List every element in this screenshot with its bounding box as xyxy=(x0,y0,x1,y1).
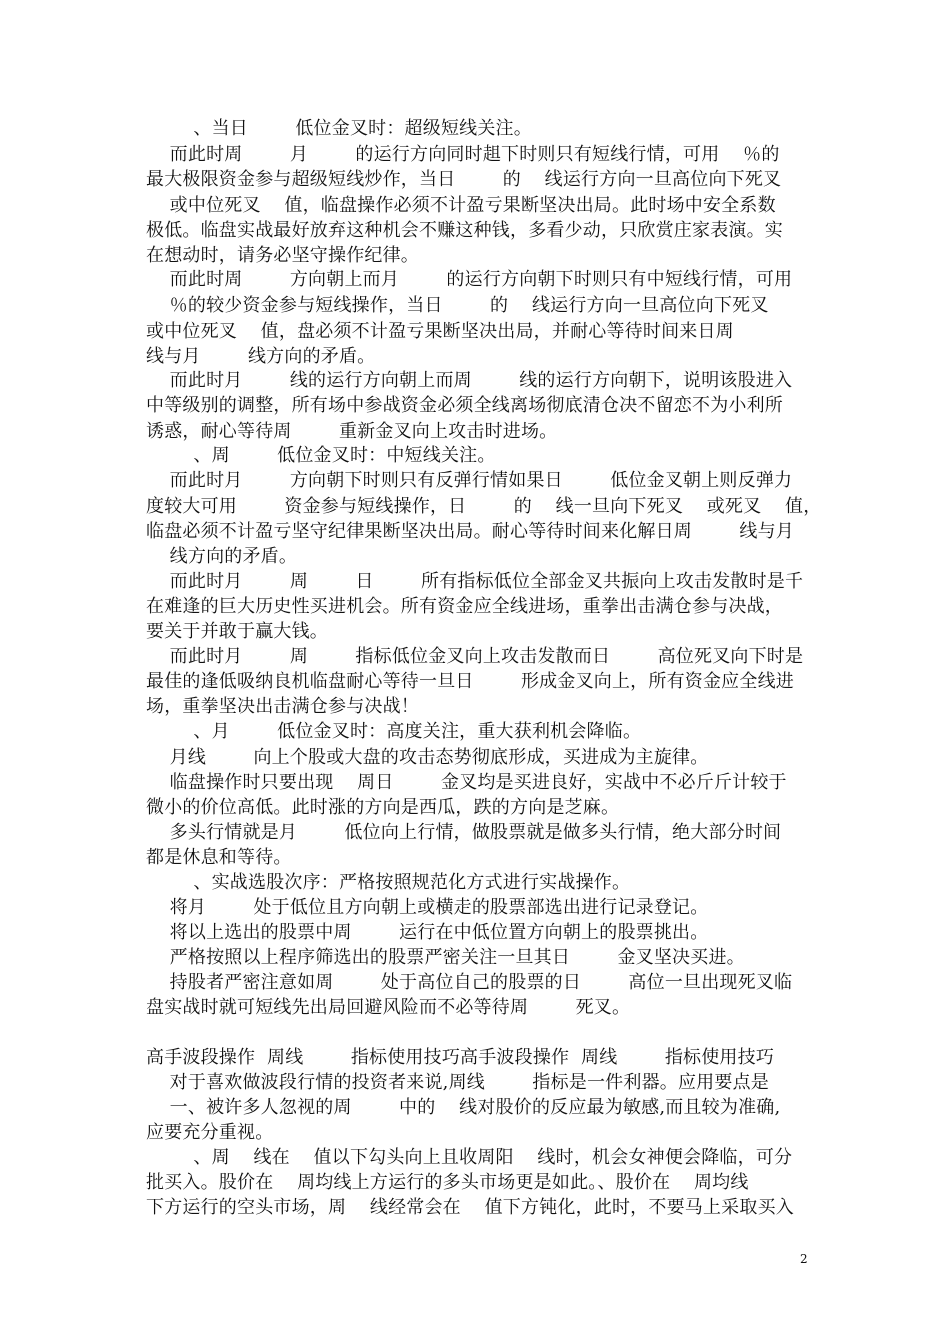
text-line: 诱惑，耐心等待周 重新金叉向上攻击时进场。 xyxy=(146,421,558,442)
text-line: ％的较少资金参与短线操作，当日 的 线运行方向一旦高位向下死叉 xyxy=(146,295,769,316)
text-line: 而此时月 周 日 所有指标低位全部金叉共振向上攻击发散时是千 xyxy=(146,571,804,592)
text-line: 、实战选股次序：严格按照规范化方式进行实战操作。 xyxy=(146,872,631,893)
text-line: 微小的价位高低。此时涨的方向是西瓜，跌的方向是芝麻。 xyxy=(146,797,620,818)
text-line: 或中位死叉 值，临盘操作必须不计盈亏果断坚决出局。此时场中安全系数 xyxy=(146,195,776,216)
text-line: 极低。临盘实战最好放弃这种机会不赚这种钱，多看少动，只欣赏庄家表演。实 xyxy=(146,220,783,241)
text-line: 而此时周 方向朝上而月 的运行方向朝下时则只有中短线行情，可用 xyxy=(146,269,793,290)
text-line: 要关于并敢于赢大钱。 xyxy=(146,621,328,642)
text-line: 而此时月 线的运行方向朝上而周 线的运行方向朝下，说明该股进入 xyxy=(146,370,793,391)
text-line: 将以上选出的股票中周 运行在中低位置方向朝上的股票挑出。 xyxy=(146,922,709,943)
text-line: 盘实战时就可短线先出局回避风险而不必等待周 死叉。 xyxy=(146,997,631,1018)
text-line: 持股者严密注意如周 处于高位自己的股票的日 高位一旦出现死叉临 xyxy=(146,972,793,993)
text-line: 临盘必须不计盈亏坚守纪律果断坚决出局。耐心等待时间来化解日周 线与月 xyxy=(146,521,794,542)
text-line: 线与月 线方向的矛盾。 xyxy=(146,346,376,367)
page-number: 2 xyxy=(800,1252,808,1266)
text-line: 多头行情就是月 低位向上行情，做股票就是做多头行情，绝大部分时间 xyxy=(146,822,782,843)
text-line: 严格按照以上程序筛选出的股票严密关注一旦其日 金叉坚决买进。 xyxy=(146,947,745,968)
text-line: 临盘操作时只要出现 周日 金叉均是买进良好，实战中不必斤斤计较于 xyxy=(146,772,787,793)
text-line: 批买入。股价在 周均线上方运行的多头市场更是如此。、股价在 周均线 xyxy=(146,1172,749,1193)
text-line: 都是休息和等待。 xyxy=(146,847,292,868)
text-line: 在想动时，请务必坚守操作纪律。 xyxy=(146,245,419,266)
text-line: 对于喜欢做波段行情的投资者来说,周线 指标是一件利器。应用要点是 xyxy=(146,1072,769,1093)
text-line: 一、被许多人忽视的周 中的 线对股价的反应最为敏感,而且较为准确, xyxy=(146,1097,781,1118)
text-line: 应要充分重视。 xyxy=(146,1122,274,1143)
text-line: 度较大可用 资金参与短线操作，日 的 线一旦向下死叉 或死叉 值， xyxy=(146,496,822,517)
text-line: 或中位死叉 值，盘必须不计盈亏果断坚决出局，并耐心等待时间来日周 xyxy=(146,321,734,342)
text-line: 场，重拳坚决出击满仓参与决战！ xyxy=(146,696,419,717)
text-line: 、周 低位金叉时：中短线关注。 xyxy=(146,445,496,466)
text-line: 、月 低位金叉时：高度关注，重大获利机会降临。 xyxy=(146,721,642,742)
text-line: 线方向的矛盾。 xyxy=(146,546,298,567)
text-line: 最大极限资金参与超级短线炒作，当日 的 线运行方向一旦高位向下死叉 xyxy=(146,169,782,190)
text-line: 月线 向上个股或大盘的攻击态势彻底形成，买进成为主旋律。 xyxy=(146,747,709,768)
text-line: 、周 线在 值以下勾头向上且收周阳 线时，机会女神便会降临，可分 xyxy=(146,1147,793,1168)
text-line: 将月 处于低位且方向朝上或横走的股票部选出进行记录登记。 xyxy=(146,897,709,918)
text-line: 而此时月 方向朝下时则只有反弹行情如果日 低位金叉朝上则反弹力 xyxy=(146,470,793,491)
text-line: 、当日 低位金叉时：超级短线关注。 xyxy=(146,118,532,139)
text-line: 中等级别的调整，所有场中参战资金必须全线离场彻底清仓决不留恋不为小利所 xyxy=(146,395,783,416)
text-line: 而此时周 月 的运行方向同时趄下时则只有短线行情，可用 ％的 xyxy=(146,144,780,165)
text-line: 下方运行的空头市场，周 线经常会在 值下方钝化，此时，不要马上采取买入 xyxy=(146,1197,794,1218)
text-line: 在难逢的巨大历史性买进机会。所有资金应全线进场，重拳出击满仓参与决战， xyxy=(146,596,783,617)
text-line: 而此时月 周 指标低位金叉向上攻击发散而日 高位死叉向下时是 xyxy=(146,646,804,667)
text-line: 最佳的逢低吸纳良机临盘耐心等待一旦日 形成金叉向上，所有资金应全线进 xyxy=(146,671,794,692)
section-heading: 高手波段操作 周线 指标使用技巧高手波段操作 周线 指标使用技巧 xyxy=(146,1047,775,1068)
